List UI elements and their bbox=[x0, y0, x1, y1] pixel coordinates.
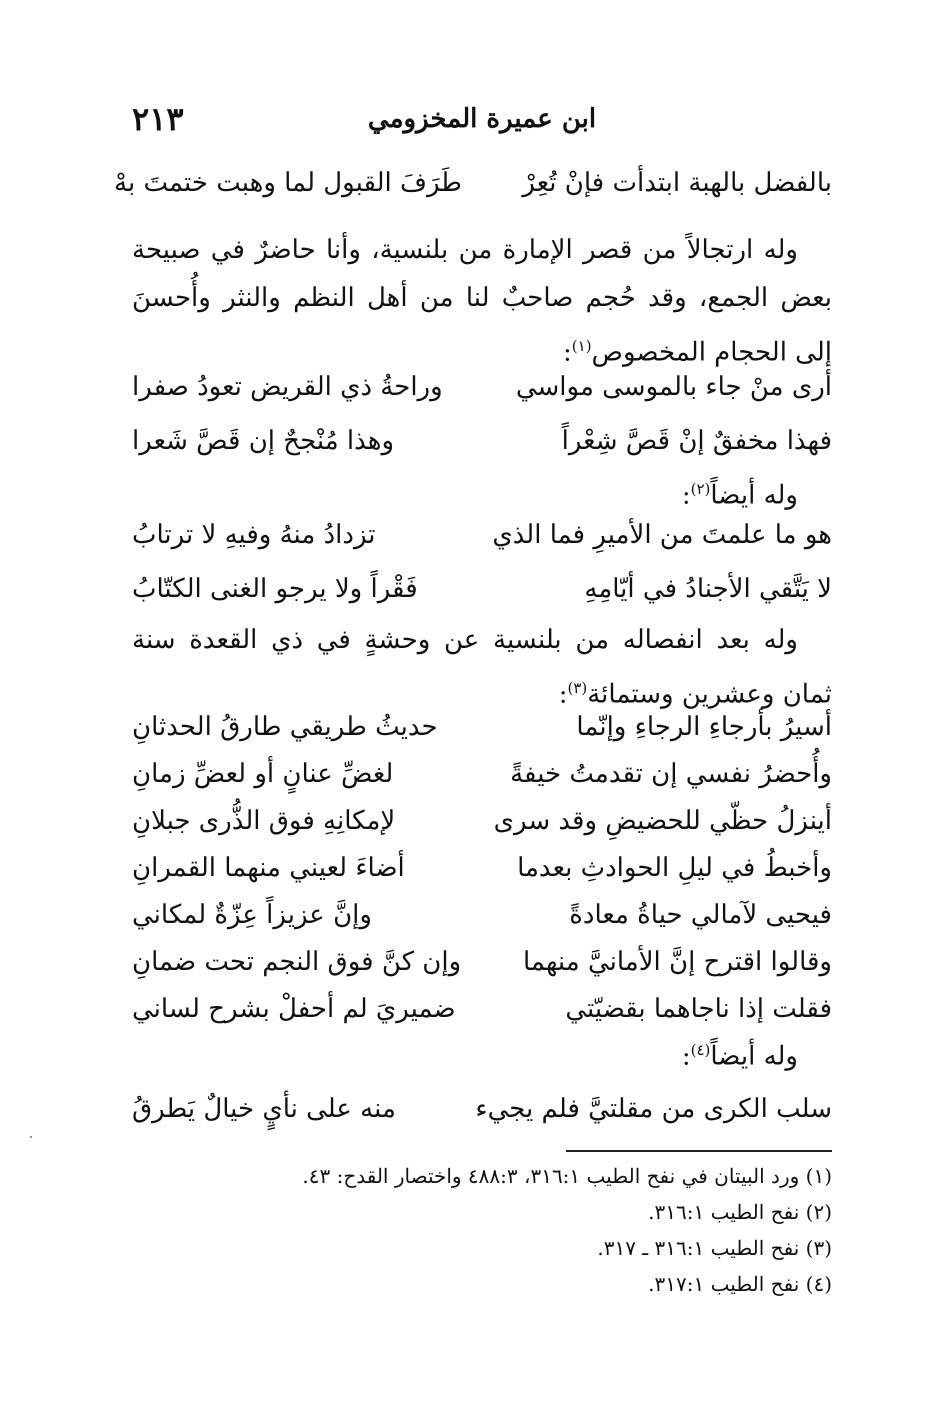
footnote-marker-1: (١) bbox=[571, 337, 592, 355]
footnote-4: (٤) نفح الطيب ٣١٧:١. bbox=[648, 1272, 832, 1296]
top-verse-block bbox=[114, 168, 832, 222]
page-header bbox=[132, 100, 832, 144]
heading-text: وله أيضاً bbox=[710, 480, 798, 511]
verse-first-hemistich: فهذا مخفقٌ إنْ قَصَّ شِعْراً bbox=[561, 426, 832, 456]
colon: : bbox=[681, 480, 691, 511]
verse-first-hemistich: هو ما علمتَ من الأميرِ فما الذي bbox=[492, 520, 832, 550]
verse-line bbox=[132, 759, 832, 806]
footnotes bbox=[132, 1158, 832, 1302]
footnote-marker-2: (٢) bbox=[690, 480, 711, 498]
colon: : bbox=[563, 337, 572, 368]
verse-first-hemistich: وقالوا اقترح إنَّ الأمانيَّ منهما bbox=[522, 947, 832, 977]
footnote-2: (٢) نفح الطيب ٣١٦:١. bbox=[648, 1200, 832, 1224]
verse-line bbox=[132, 994, 832, 1041]
verse-second-hemistich: وإنَّ عزيزاً عِزّةٌ لمكاني bbox=[132, 900, 372, 930]
intro-paragraph-1 bbox=[132, 226, 832, 377]
verse-second-hemistich: وراحةُ ذي القريض تعودُ صفرا bbox=[132, 372, 443, 402]
footnote-separator bbox=[566, 1150, 832, 1152]
verse-line bbox=[114, 168, 832, 222]
poem-heading bbox=[132, 1041, 832, 1091]
verse-first-hemistich: فيحيى لآمالي حياةُ معادةً bbox=[569, 900, 832, 930]
verse-first-hemistich: أينزلُ حظّي للحضيضِ وقد سرى bbox=[493, 806, 832, 836]
verse-first-hemistich: سلب الكرى من مقلتيَّ فلم يجيء bbox=[475, 1094, 832, 1124]
paragraph-body: وله بعد انفصاله من بلنسية عن وحشةٍ في ذي القعدة سنة ثمان وعشرين وستمائة bbox=[132, 625, 832, 710]
verse-second-hemistich: منه على نأيٍ خيالٌ يَطرقُ bbox=[132, 1094, 396, 1124]
verse-line bbox=[132, 426, 832, 480]
scan-speck bbox=[30, 1136, 32, 1138]
verse-second-hemistich: فَقْراً ولا يرجو الغنى الكتّابُ bbox=[132, 574, 418, 604]
verse-second-hemistich: حديثُ طريقي طارقُ الحدثانِ bbox=[132, 712, 438, 742]
poem-1 bbox=[132, 372, 832, 530]
verse-first-hemistich: وأخبطُ في ليلِ الحوادثِ بعدما bbox=[517, 853, 832, 883]
verse-second-hemistich: ضميريَ لم أحفلْ بشرح لساني bbox=[132, 994, 456, 1024]
verse-second-hemistich: أضاءَ لعيني منهما القمرانِ bbox=[132, 853, 405, 883]
verse-second-hemistich: وإن كنَّ فوق النجم تحت ضمانِ bbox=[132, 947, 462, 977]
intro-paragraph-3 bbox=[132, 616, 832, 719]
verse-first-hemistich: بالفضل بالهبة ابتدأت فإنْ تُعِرْ bbox=[522, 168, 832, 198]
poem-2 bbox=[132, 520, 832, 628]
verse-first-hemistich: أسيرُ بأرجاءِ الرجاءِ وإنّما bbox=[576, 712, 832, 742]
footnote-3: (٣) نفح الطيب ٣١٦:١ ـ ٣١٧. bbox=[597, 1236, 832, 1260]
poem-3 bbox=[132, 712, 832, 1091]
paragraph-text bbox=[132, 616, 832, 719]
verse-line bbox=[132, 712, 832, 759]
footnote-marker-3: (٣) bbox=[567, 679, 588, 697]
heading-text: وله أيضاً bbox=[710, 1041, 798, 1072]
verse-second-hemistich: لإمكانِهِ فوق الذُّرى جبلانِ bbox=[132, 806, 396, 836]
verse-line bbox=[132, 947, 832, 994]
colon: : bbox=[681, 1041, 691, 1072]
verse-line bbox=[132, 372, 832, 426]
verse-first-hemistich: وأُحضرُ نفسي إن تقدمتُ خيفةً bbox=[510, 759, 832, 789]
verse-line bbox=[132, 853, 832, 900]
verse-first-hemistich: لا يَتَّقي الأجنادُ في أيّامِهِ bbox=[584, 574, 832, 604]
verse-first-hemistich: فقلت إذا ناجاهما بقضيّتي bbox=[565, 994, 832, 1024]
paragraph-body: وله ارتجالاً من قصر الإمارة من بلنسية، وأنا حاضرٌ في صبيحة بعض الجمع، وقد حُجم صاحبٌ لنا من أهل النظم والنثر وأُحسنَ إلى الحجام المخصوص bbox=[132, 235, 832, 368]
verse-second-hemistich: تزدادُ منهُ وفيهِ لا ترتابُ bbox=[132, 520, 376, 550]
colon: : bbox=[558, 679, 568, 710]
footnote-marker-4: (٤) bbox=[690, 1041, 711, 1059]
page-number: ٢١٣ bbox=[132, 100, 184, 138]
footnote-1: (١) ورد البيتان في نفح الطيب ٣١٦:١، ٤٨٨:٣ واختصار القدح: ٤٣. bbox=[302, 1164, 832, 1188]
verse-first-hemistich: أرى منْ جاء بالموسى مواسي bbox=[515, 372, 832, 402]
poem-4 bbox=[132, 1094, 832, 1148]
verse-second-hemistich: وهذا مُنْجحٌ إن قَصَّ شَعرا bbox=[132, 426, 395, 456]
verse-line bbox=[132, 520, 832, 574]
verse-line bbox=[132, 806, 832, 853]
verse-second-hemistich: طَرَفَ القبول لما وهبت ختمتَ بهْ bbox=[114, 168, 462, 198]
paragraph-text bbox=[132, 226, 832, 377]
verse-line bbox=[132, 1094, 832, 1148]
verse-line bbox=[132, 900, 832, 947]
verse-second-hemistich: لغضِّ عنانٍ أو لعضِّ زمانِ bbox=[132, 759, 394, 789]
running-title: ابن عميرة المخزومي bbox=[367, 104, 597, 134]
